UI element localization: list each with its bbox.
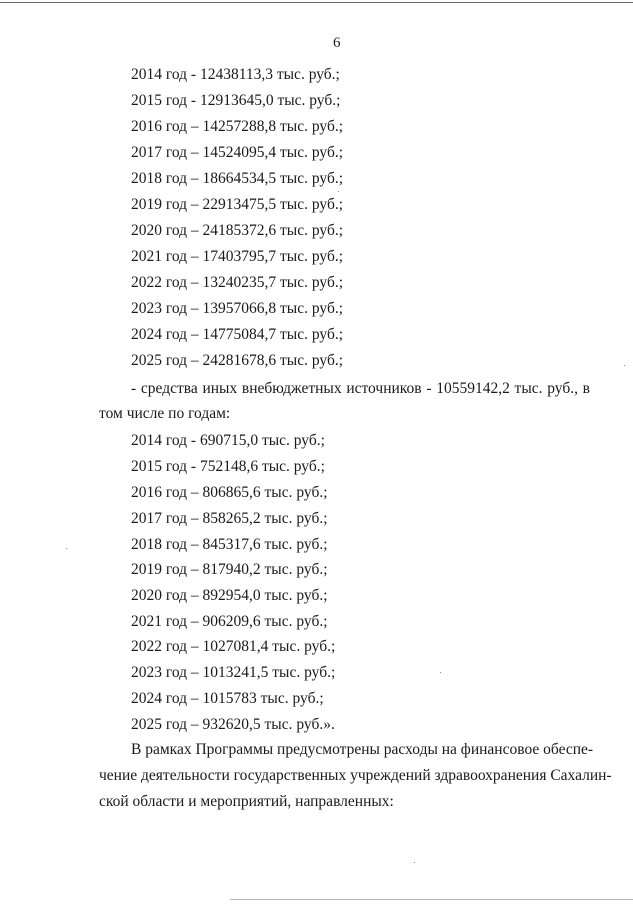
closing-paragraph-line-1: В рамках Программы предусмотрены расходы на финансовое обеспе- xyxy=(131,741,594,758)
scan-speck xyxy=(440,672,441,673)
extra-year-2017: 2017 год – 858265,2 тыс. руб.; xyxy=(131,510,328,527)
page-number: 6 xyxy=(333,35,341,51)
extra-year-2020: 2020 год – 892954,0 тыс. руб.; xyxy=(131,587,328,604)
budget-year-2019: 2019 год – 22913475,5 тыс. руб.; xyxy=(131,196,344,213)
scan-top-edge xyxy=(0,2,633,3)
scan-bottom-edge xyxy=(230,899,633,900)
budget-year-2024: 2024 год – 14775084,7 тыс. руб.; xyxy=(131,326,344,343)
extra-year-2019: 2019 год – 817940,2 тыс. руб.; xyxy=(131,561,328,578)
extra-year-2025: 2025 год – 932620,5 тыс. руб.». xyxy=(131,716,335,733)
scan-speck xyxy=(624,365,625,366)
budget-year-2025: 2025 год – 24281678,6 тыс. руб.; xyxy=(131,352,344,369)
scan-speck xyxy=(338,191,339,192)
extra-year-2023: 2023 год – 1013241,5 тыс. руб.; xyxy=(131,664,336,681)
extra-year-2015: 2015 год - 752148,6 тыс. руб.; xyxy=(131,458,325,475)
budget-year-2020: 2020 год – 24185372,6 тыс. руб.; xyxy=(131,222,344,239)
scan-speck xyxy=(66,548,67,549)
extra-year-2022: 2022 год – 1027081,4 тыс. руб.; xyxy=(131,638,336,655)
budget-year-2023: 2023 год – 13957066,8 тыс. руб.; xyxy=(131,300,344,317)
budget-year-2014: 2014 год - 12438113,3 тыс. руб.; xyxy=(131,66,340,83)
budget-year-2018: 2018 год – 18664534,5 тыс. руб.; xyxy=(131,170,344,187)
extra-year-2024: 2024 год – 1015783 тыс. руб.; xyxy=(131,690,324,707)
budget-year-2022: 2022 год – 13240235,7 тыс. руб.; xyxy=(131,274,344,291)
closing-paragraph-line-2: чение деятельности государственных учреждений здравоохранения Сахалин- xyxy=(99,767,612,784)
extra-funds-line-2: том числе по годам: xyxy=(99,405,231,422)
extra-funds-line-1: - средства иных внебюджетных источников - 10559142,2 тыс. руб., в xyxy=(131,380,590,397)
extra-year-2014: 2014 год - 690715,0 тыс. руб.; xyxy=(131,432,325,449)
extra-year-2016: 2016 год – 806865,6 тыс. руб.; xyxy=(131,484,328,501)
extra-year-2021: 2021 год – 906209,6 тыс. руб.; xyxy=(131,613,328,630)
budget-year-2021: 2021 год – 17403795,7 тыс. руб.; xyxy=(131,248,344,265)
budget-year-2015: 2015 год - 12913645,0 тыс. руб.; xyxy=(131,92,341,109)
scan-speck xyxy=(414,862,415,863)
extra-year-2018: 2018 год – 845317,6 тыс. руб.; xyxy=(131,536,328,553)
budget-year-2017: 2017 год – 14524095,4 тыс. руб.; xyxy=(131,144,344,161)
closing-paragraph-line-3: ской области и мероприятий, направленных: xyxy=(99,793,394,810)
budget-year-2016: 2016 год – 14257288,8 тыс. руб.; xyxy=(131,118,344,135)
